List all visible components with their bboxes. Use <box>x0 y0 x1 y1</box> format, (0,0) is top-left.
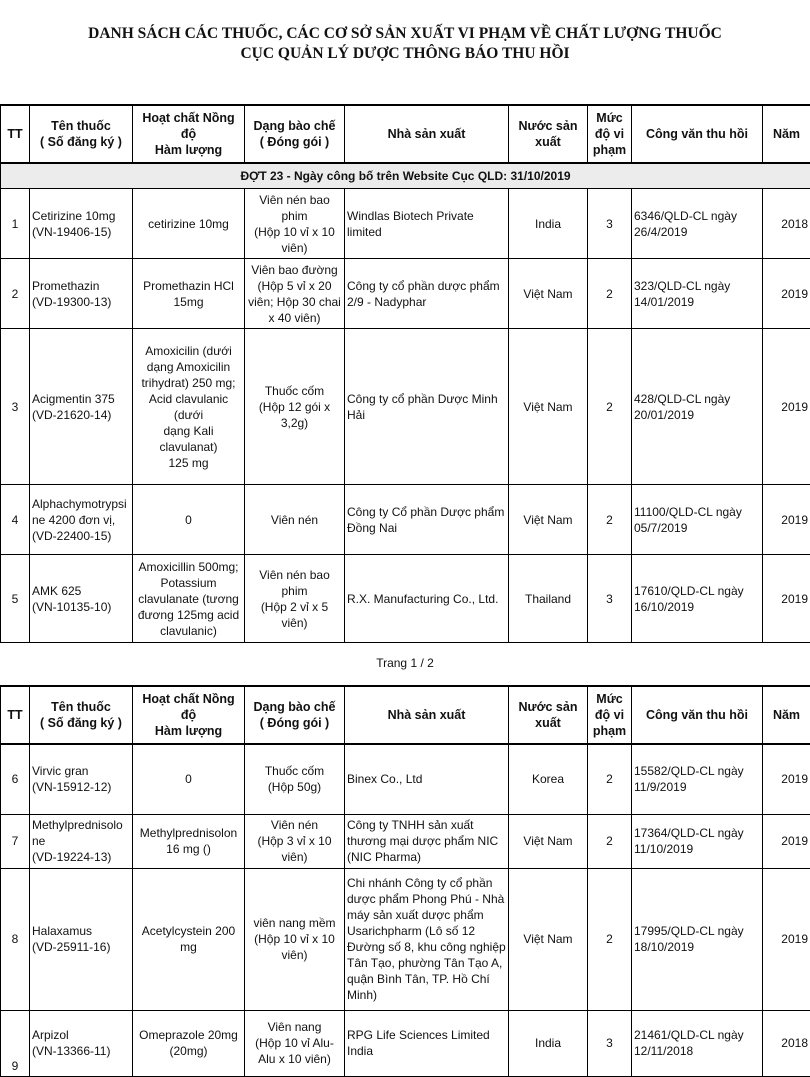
cell-active-ingredient: 0 <box>133 485 245 555</box>
section-row <box>1 163 810 189</box>
cell-tt: 2 <box>1 259 30 329</box>
page-number: Trang 1 / 2 <box>0 656 810 670</box>
cell-manufacturer: Chi nhánh Công ty cổ phần dược phẩm Phong Phú - Nhà máy sản xuất dược phẩm Usarichpharm (Lô số 12 Đường số 8, khu công nghiệp Tân Tạo, phường Tân Tạo A, quận Bình Tân, TP. Hồ Chí Minh) <box>345 868 509 1010</box>
cell-tt: 9 <box>1 1010 30 1076</box>
cell-year: 2019 <box>763 555 810 643</box>
cell-drug-name: AMK 625 (VN-10135-10) <box>30 555 133 643</box>
cell-tt: 8 <box>1 868 30 1010</box>
cell-drug-name: Alphachymotrypsi ne 4200 đơn vị, (VD-22400-15) <box>30 485 133 555</box>
cell-country: India <box>509 189 588 259</box>
table-row <box>1 744 810 814</box>
cell-manufacturer: Công ty Cổ phần Dược phẩm Đồng Nai <box>345 485 509 555</box>
cell-country: Việt Nam <box>509 814 588 868</box>
header-manufacturer: Nhà sản xuất <box>345 686 509 744</box>
cell-year: 2018 <box>763 189 810 259</box>
cell-tt: 3 <box>1 329 30 485</box>
header-tt: TT <box>1 686 30 744</box>
cell-manufacturer: Binex Co., Ltd <box>345 744 509 814</box>
header-country: Nước sản xuất <box>509 105 588 163</box>
cell-manufacturer: Công ty TNHH sản xuất thương mại dược phẩm NIC (NIC Pharma) <box>345 814 509 868</box>
cell-recall-document: 11100/QLD-CL ngày 05/7/2019 <box>632 485 763 555</box>
cell-year: 2019 <box>763 744 810 814</box>
header-manufacturer: Nhà sản xuất <box>345 105 509 163</box>
cell-recall-document: 15582/QLD-CL ngày 11/9/2019 <box>632 744 763 814</box>
cell-dosage-form: Viên nén bao phim (Hộp 2 vỉ x 5 viên) <box>245 555 345 643</box>
cell-violation-level: 2 <box>588 259 632 329</box>
cell-country: India <box>509 1010 588 1076</box>
header-drug-name: Tên thuốc ( Số đăng ký ) <box>30 686 133 744</box>
cell-active-ingredient: Amoxicillin 500mg; Potassium clavulanate (tương đương 125mg acid clavulanic) <box>133 555 245 643</box>
header-year: Năm <box>763 105 810 163</box>
cell-active-ingredient: cetirizine 10mg <box>133 189 245 259</box>
cell-drug-name: Halaxamus (VD-25911-16) <box>30 868 133 1010</box>
cell-country: Việt Nam <box>509 259 588 329</box>
cell-recall-document: 428/QLD-CL ngày 20/01/2019 <box>632 329 763 485</box>
cell-recall-document: 17610/QLD-CL ngày 16/10/2019 <box>632 555 763 643</box>
section-title: ĐỢT 23 - Ngày công bố trên Website Cục QLD: 31/10/2019 <box>1 163 810 189</box>
cell-recall-document: 6346/QLD-CL ngày 26/4/2019 <box>632 189 763 259</box>
table-row <box>1 189 810 259</box>
cell-dosage-form: Viên nén bao phim (Hộp 10 vỉ x 10 viên) <box>245 189 345 259</box>
cell-dosage-form: Viên nén <box>245 485 345 555</box>
cell-dosage-form: Viên bao đường (Hộp 5 vỉ x 20 viên; Hộp 30 chai x 40 viên) <box>245 259 345 329</box>
cell-violation-level: 2 <box>588 744 632 814</box>
cell-country: Việt Nam <box>509 868 588 1010</box>
cell-active-ingredient: Promethazin HCl 15mg <box>133 259 245 329</box>
cell-dosage-form: Thuốc cốm (Hộp 12 gói x 3,2g) <box>245 329 345 485</box>
header-violation-level: Mức độ vi phạm <box>588 686 632 744</box>
header-drug-name: Tên thuốc ( Số đăng ký ) <box>30 105 133 163</box>
cell-dosage-form: Viên nén (Hộp 3 vỉ x 10 viên) <box>245 814 345 868</box>
cell-active-ingredient: Methylprednisolon 16 mg () <box>133 814 245 868</box>
table-row <box>1 485 810 555</box>
cell-manufacturer: Công ty cổ phần Dược Minh Hải <box>345 329 509 485</box>
header-dosage-form: Dạng bào chế ( Đóng gói ) <box>245 686 345 744</box>
cell-country: Việt Nam <box>509 329 588 485</box>
recall-table-page-2 <box>0 685 810 1077</box>
cell-tt: 4 <box>1 485 30 555</box>
table-row <box>1 555 810 643</box>
cell-manufacturer: Công ty cổ phần dược phẩm 2/9 - Nadyphar <box>345 259 509 329</box>
header-violation-level: Mức độ vi phạm <box>588 105 632 163</box>
cell-manufacturer: R.X. Manufacturing Co., Ltd. <box>345 555 509 643</box>
cell-violation-level: 2 <box>588 329 632 485</box>
header-tt: TT <box>1 105 30 163</box>
cell-violation-level: 2 <box>588 814 632 868</box>
cell-manufacturer: RPG Life Sciences Limited India <box>345 1010 509 1076</box>
cell-year: 2019 <box>763 259 810 329</box>
table-row <box>1 814 810 868</box>
cell-tt: 7 <box>1 814 30 868</box>
cell-active-ingredient: Omeprazole 20mg (20mg) <box>133 1010 245 1076</box>
document-title-line-1: DANH SÁCH CÁC THUỐC, CÁC CƠ SỞ SẢN XUẤT VI PHẠM VỀ CHẤT LƯỢNG THUỐC <box>0 24 810 44</box>
cell-active-ingredient: 0 <box>133 744 245 814</box>
header-recall-document: Công văn thu hồi <box>632 686 763 744</box>
cell-active-ingredient: Acetylcystein 200 mg <box>133 868 245 1010</box>
header-dosage-form: Dạng bào chế ( Đóng gói ) <box>245 105 345 163</box>
cell-year: 2018 <box>763 1010 810 1076</box>
cell-dosage-form: viên nang mềm (Hộp 10 vỉ x 10 viên) <box>245 868 345 1010</box>
cell-recall-document: 21461/QLD-CL ngày 12/11/2018 <box>632 1010 763 1076</box>
cell-drug-name: Arpizol (VN-13366-11) <box>30 1010 133 1076</box>
cell-country: Việt Nam <box>509 485 588 555</box>
header-country: Nước sản xuất <box>509 686 588 744</box>
cell-drug-name: Methylprednisolo ne (VD-19224-13) <box>30 814 133 868</box>
cell-year: 2019 <box>763 485 810 555</box>
cell-tt: 1 <box>1 189 30 259</box>
table-header-row <box>1 686 810 744</box>
table-header-row <box>1 105 810 163</box>
cell-recall-document: 323/QLD-CL ngày 14/01/2019 <box>632 259 763 329</box>
header-active-ingredient: Hoạt chất Nồng độ Hàm lượng <box>133 686 245 744</box>
cell-year: 2019 <box>763 868 810 1010</box>
header-recall-document: Công văn thu hồi <box>632 105 763 163</box>
header-year: Năm <box>763 686 810 744</box>
table-row <box>1 259 810 329</box>
cell-year: 2019 <box>763 329 810 485</box>
header-active-ingredient: Hoạt chất Nồng độ Hàm lượng <box>133 105 245 163</box>
cell-drug-name: Virvic gran (VN-15912-12) <box>30 744 133 814</box>
cell-year: 2019 <box>763 814 810 868</box>
cell-drug-name: Cetirizine 10mg (VN-19406-15) <box>30 189 133 259</box>
cell-drug-name: Acigmentin 375 (VD-21620-14) <box>30 329 133 485</box>
cell-violation-level: 3 <box>588 189 632 259</box>
cell-violation-level: 2 <box>588 485 632 555</box>
table-row <box>1 329 810 485</box>
cell-recall-document: 17995/QLD-CL ngày 18/10/2019 <box>632 868 763 1010</box>
cell-country: Thailand <box>509 555 588 643</box>
cell-recall-document: 17364/QLD-CL ngày 11/10/2019 <box>632 814 763 868</box>
cell-violation-level: 3 <box>588 1010 632 1076</box>
cell-tt: 5 <box>1 555 30 643</box>
table-row <box>1 868 810 1010</box>
cell-active-ingredient: Amoxicilin (dưới dạng Amoxicilin trihydrat) 250 mg; Acid clavulanic (dưới dạng Kali clavulanat) 125 mg <box>133 329 245 485</box>
cell-country: Korea <box>509 744 588 814</box>
document-title-line-2: CỤC QUẢN LÝ DƯỢC THÔNG BÁO THU HỒI <box>0 44 810 64</box>
cell-dosage-form: Thuốc cốm (Hộp 50g) <box>245 744 345 814</box>
cell-drug-name: Promethazin (VD-19300-13) <box>30 259 133 329</box>
recall-table-page-1 <box>0 104 810 643</box>
cell-tt: 6 <box>1 744 30 814</box>
cell-violation-level: 3 <box>588 555 632 643</box>
cell-violation-level: 2 <box>588 868 632 1010</box>
table-row <box>1 1010 810 1076</box>
cell-dosage-form: Viên nang (Hộp 10 vỉ Alu- Alu x 10 viên) <box>245 1010 345 1076</box>
cell-manufacturer: Windlas Biotech Private limited <box>345 189 509 259</box>
